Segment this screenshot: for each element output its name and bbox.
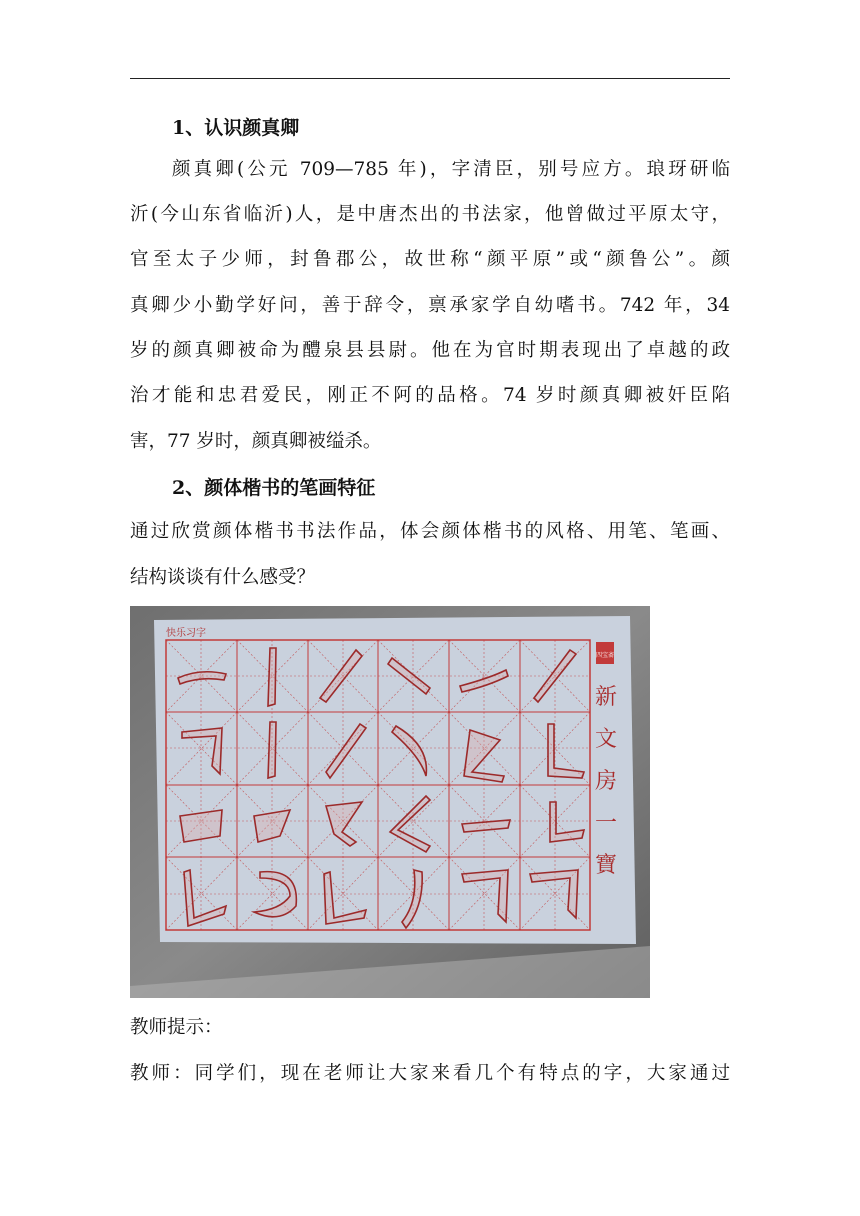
section2-line-1: 通过欣赏颜体楷书书法作品，体会颜体楷书的风格、用笔、笔画、 xyxy=(130,521,730,542)
section1-line-4: 真卿少小勤学好问，善于辞令，禀承家学自幼嗜书。742 年，34 xyxy=(130,295,730,316)
section1-line-7: 害，77 岁时，颜真卿被缢杀。 xyxy=(130,431,382,452)
side-char-5: 寶 xyxy=(594,853,618,878)
teacher-speech: 教师：同学们，现在老师让大家来看几个有特点的字，大家通过 xyxy=(130,1063,730,1084)
section1-line-5: 岁的颜真卿被命为醴泉县县尉。他在为官时期表现出了卓越的政 xyxy=(130,340,730,361)
side-char-4: 一 xyxy=(594,811,618,836)
section1-heading: 1、认识颜真卿 xyxy=(172,117,300,139)
teacher-hint: 教师提示： xyxy=(130,1017,223,1038)
section2-line-2: 结构谈谈有什么感受？ xyxy=(130,567,316,588)
paper-header-text: 快乐习字 xyxy=(166,628,206,639)
section1-line-2: 沂(今山东省临沂)人，是中唐杰出的书法家，他曾做过平原太守， xyxy=(130,204,730,225)
section1-line-3: 官至太子少师，封鲁郡公，故世称“颜平原”或“颜鲁公”。颜 xyxy=(130,249,730,270)
seal-text: 四宝斋 xyxy=(595,652,615,659)
section1-line-1: 颜真卿(公元 709—785 年)，字清臣，别号应方。琅玡研临 xyxy=(172,159,730,180)
calligraphy-practice-photo xyxy=(130,606,650,998)
side-char-2: 文 xyxy=(594,727,618,752)
section2-heading: 2、颜体楷书的笔画特征 xyxy=(172,477,376,499)
side-char-3: 房 xyxy=(594,769,618,794)
section1-line-6: 治才能和忠君爱民，刚正不阿的品格。74 岁时颜真卿被奸臣陷 xyxy=(130,385,730,406)
header-rule xyxy=(130,78,730,79)
side-char-1: 新 xyxy=(594,685,618,710)
